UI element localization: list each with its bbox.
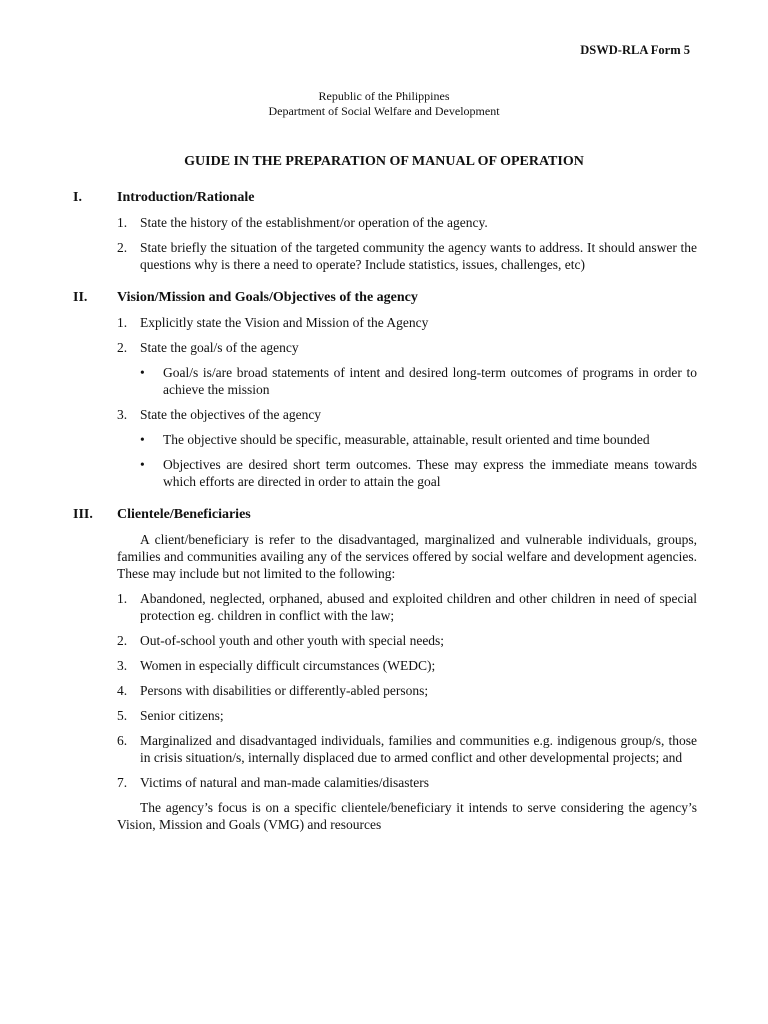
section-heading <box>73 506 697 523</box>
list-item <box>73 707 697 724</box>
list-item <box>73 339 697 356</box>
bullet-item <box>73 456 697 490</box>
list-item-text: Out-of-school youth and other youth with special needs; <box>140 633 445 648</box>
list-item-number: 3. <box>117 658 128 673</box>
bullet-text: The objective should be specific, measurable, attainable, result oriented and time bounded <box>163 432 650 447</box>
list-item <box>73 632 697 649</box>
list-item <box>73 314 697 331</box>
list-item-number: 1. <box>117 315 128 330</box>
section-vision-mission <box>73 289 697 490</box>
bullet-text: Objectives are desired short term outcomes. These may express the immediate means towards which efforts are directed in order to attain the goal <box>163 457 697 489</box>
list-item-number: 3. <box>117 407 128 422</box>
bullet-item <box>73 431 697 448</box>
header-department: Department of Social Welfare and Development <box>268 104 500 118</box>
section-number: III. <box>73 507 93 522</box>
list-item <box>73 214 697 231</box>
section-closing-paragraph: The agency’s focus is on a specific clientele/beneficiary it intends to serve considering the agency’s Vision, Mission and Goals (VMG) and resources <box>117 800 697 832</box>
header-republic: Republic of the Philippines <box>318 89 450 103</box>
list-item <box>73 682 697 699</box>
list-item-text: Senior citizens; <box>140 708 224 723</box>
document-header <box>0 89 768 119</box>
list-item <box>73 406 697 423</box>
list-item-text: Women in especially difficult circumstances (WEDC); <box>140 658 436 673</box>
list-item-number: 1. <box>117 215 128 230</box>
list-item <box>73 590 697 624</box>
list-item <box>73 657 697 674</box>
list-item-text: Victims of natural and man-made calamities/disasters <box>140 775 429 790</box>
section-heading <box>73 189 697 206</box>
bullet-mark: • <box>140 432 145 447</box>
list-item-number: 6. <box>117 733 128 748</box>
section-intro-paragraph: A client/beneficiary is refer to the disadvantaged, marginalized and vulnerable individuals, groups, families and communities availing any of the services offered by social welfare and development agencies. These may include but not limited to the following: <box>117 532 697 581</box>
list-item-text: State briefly the situation of the targeted community the agency wants to address. It should answer the questions why is there a need to operate? Include statistics, issues, challenges, etc) <box>140 240 697 272</box>
document-title: GUIDE IN THE PREPARATION OF MANUAL OF OPERATION <box>184 154 584 169</box>
section-number: II. <box>73 290 88 305</box>
bullet-mark: • <box>140 457 145 472</box>
list-item <box>73 774 697 791</box>
section-title: Introduction/Rationale <box>117 190 255 205</box>
section-title: Vision/Mission and Goals/Objectives of the agency <box>117 290 418 305</box>
list-item-text: State the objectives of the agency <box>140 407 322 422</box>
list-item-number: 7. <box>117 775 128 790</box>
list-item-number: 2. <box>117 340 128 355</box>
section-introduction <box>73 189 697 273</box>
document-body <box>73 189 697 841</box>
section-clientele <box>73 506 697 833</box>
section-title: Clientele/Beneficiaries <box>117 507 251 522</box>
list-item <box>73 732 697 766</box>
section-number: I. <box>73 190 82 205</box>
bullet-item <box>73 364 697 398</box>
list-item-text: Explicitly state the Vision and Mission of the Agency <box>140 315 429 330</box>
list-item-number: 2. <box>117 633 128 648</box>
list-item-number: 5. <box>117 708 128 723</box>
section-heading <box>73 289 697 306</box>
form-number: DSWD-RLA Form 5 <box>580 43 690 57</box>
bullet-text: Goal/s is/are broad statements of intent and desired long-term outcomes of programs in order to achieve the mission <box>163 365 697 397</box>
list-item-text: Abandoned, neglected, orphaned, abused and exploited children and other children in need of special protection eg. children in conflict with the law; <box>140 591 697 623</box>
list-item-text: State the goal/s of the agency <box>140 340 299 355</box>
list-item-text: Persons with disabilities or differently-abled persons; <box>140 683 429 698</box>
list-item-text: State the history of the establishment/or operation of the agency. <box>140 215 488 230</box>
list-item <box>73 239 697 273</box>
list-item-number: 4. <box>117 683 128 698</box>
list-item-number: 2. <box>117 240 128 255</box>
bullet-mark: • <box>140 365 145 380</box>
list-item-number: 1. <box>117 591 128 606</box>
list-item-text: Marginalized and disadvantaged individuals, families and communities e.g. indigenous group/s, those in crisis situation/s, internally displaced due to armed conflict and other developmental projects; and <box>140 733 697 765</box>
